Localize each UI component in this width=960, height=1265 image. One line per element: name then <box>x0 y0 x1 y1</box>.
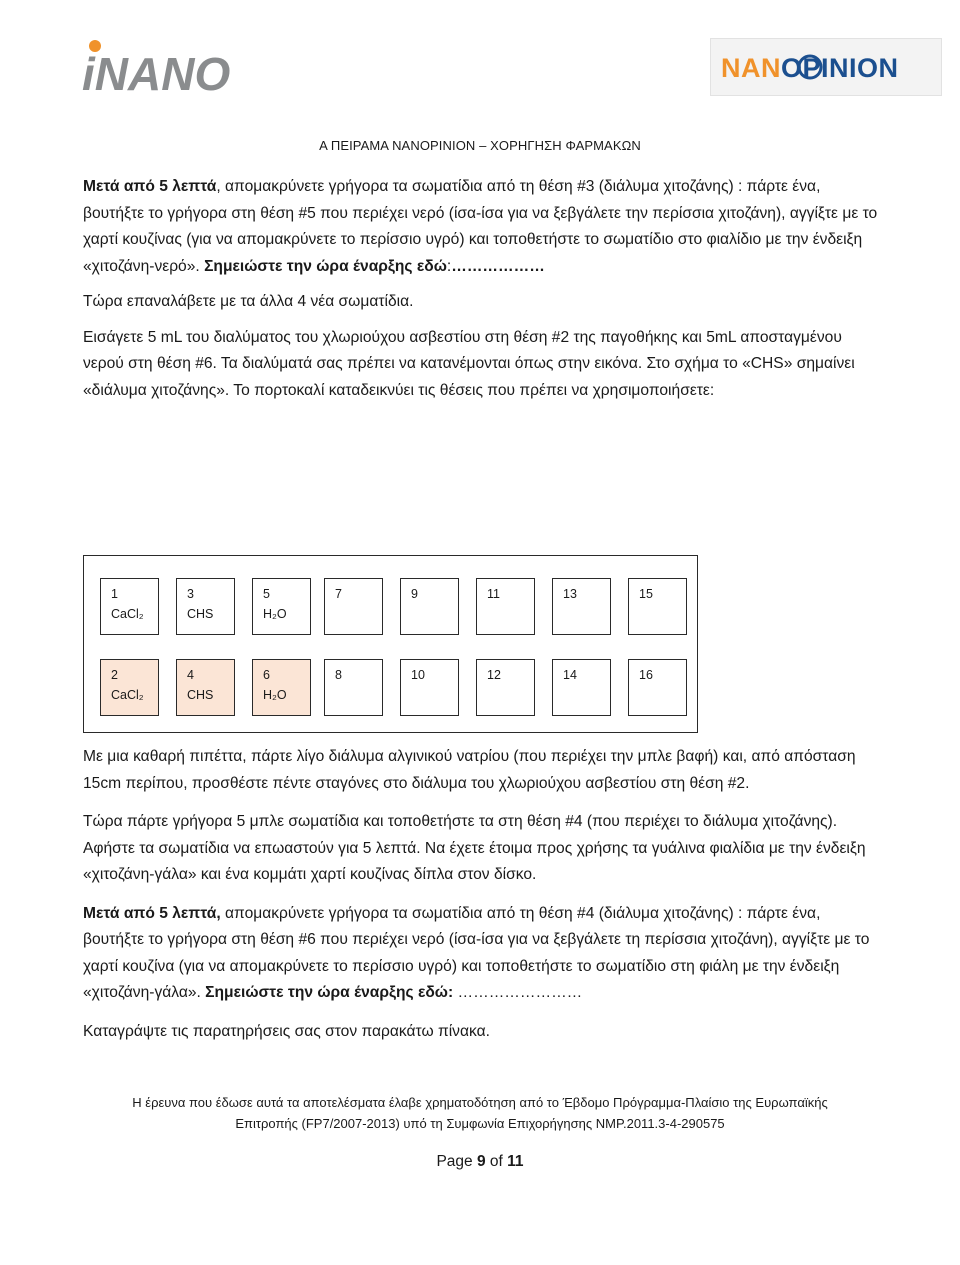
paragraph-1-colon: : <box>446 257 452 275</box>
well-7 <box>324 578 383 635</box>
well-number: 3 <box>187 587 194 601</box>
well-14 <box>552 659 611 716</box>
well-label: H₂O <box>263 607 287 621</box>
ice-tray-diagram <box>83 555 698 733</box>
well-number: 16 <box>639 668 653 682</box>
well-number: 12 <box>487 668 501 682</box>
well-13 <box>552 578 611 635</box>
nanopinion-logo <box>710 38 942 96</box>
paragraph-1-text: , απομακρύνετε γρήγορα τα σωματίδια από τη θέση #3 (διάλυμα χιτοζάνης) : πάρτε ένα, βουτήξτε το γρήγορα στη θέση #5 που περιέχει νερό (ίσα-ίσα για να ξεβγάλετε την περίσσια χιτοζάνη), αγγίξτε με το χαρτί κουζίνας (για να απομακρύνετε το περίσσιο υγρό) και τοποθετήστε το σωματίδιο στο φιαλίδιο με την ένδειξη «χιτοζάνη-νερό». <box>83 178 878 275</box>
well-label: CHS <box>187 607 214 621</box>
page-word: Page <box>436 1153 473 1170</box>
paragraph-6 <box>83 901 883 1007</box>
well-label: H₂O <box>263 688 287 702</box>
paragraph-7: Καταγράψτε τις παρατηρήσεις σας στον παρακάτω πίνακα. <box>83 1022 490 1040</box>
well-number: 14 <box>563 668 577 682</box>
well-11 <box>476 578 535 635</box>
header-title: Α ΠΕΙΡΑΜΑ NANOPINION – ΧΟΡΗΓΗΣΗ ΦΑΡΜΑΚΩΝ <box>319 138 641 153</box>
well-number: 5 <box>263 587 270 601</box>
well-6 <box>252 659 311 716</box>
well-number: 11 <box>487 587 500 601</box>
well-number: 1 <box>111 587 118 601</box>
paragraph-2: Τώρα επαναλάβετε με τα άλλα 4 νέα σωματίδια. <box>83 293 414 310</box>
well-16 <box>628 659 687 716</box>
well-2 <box>100 659 159 716</box>
well-label: CaCl₂ <box>111 688 144 702</box>
well-number: 15 <box>639 587 653 601</box>
well-number: 9 <box>411 587 418 601</box>
well-label: CHS <box>187 688 214 702</box>
inano-logo <box>82 38 244 100</box>
well-number: 10 <box>411 668 425 682</box>
paragraph-1-dots: ……………… <box>451 257 545 275</box>
well-12 <box>476 659 535 716</box>
well-4 <box>176 659 235 716</box>
funding-line-1: Η έρευνα που έδωσε αυτά τα αποτελέσματα έλαβε χρηματοδότηση από το Έβδομο Πρόγραμμα-Πλαίσιο της Ευρωπαϊκής <box>132 1095 828 1110</box>
well-3 <box>176 578 235 635</box>
paragraph-6-bold-lead: Μετά από 5 λεπτά, <box>83 904 221 922</box>
document-body <box>83 174 883 404</box>
paragraph-1 <box>83 174 883 280</box>
well-1 <box>100 578 159 635</box>
paragraph-6-dots: …………………… <box>453 984 583 1001</box>
document-body-lower <box>83 744 883 1045</box>
well-number: 2 <box>111 668 118 682</box>
well-number: 13 <box>563 587 577 601</box>
well-5 <box>252 578 311 635</box>
inano-logo-text: iNANO <box>82 48 231 100</box>
funding-notice <box>0 1092 960 1134</box>
paragraph-6-bold-tail: Σημειώστε την ώρα έναρξης εδώ: <box>205 984 454 1001</box>
well-8 <box>324 659 383 716</box>
nanopinion-logo-text: NANOPINION <box>721 53 899 83</box>
well-number: 7 <box>335 587 342 601</box>
paragraph-3: Εισάγετε 5 mL του διαλύματος του χλωριούχου ασβεστίου στη θέση #2 της παγοθήκης και 5mL αποσταγμένου νερού στη θέση #6. Τα διαλύματά σας πρέπει να κατανέμονται όπως στην εικόνα. Στο σχήμα το «CHS» σημαίνει «διάλυμα χιτοζάνης». Το πορτοκαλί καταδεικνύει τις θέσεις που πρέπει να χρησιμοποιήσετε: <box>83 328 855 399</box>
well-9 <box>400 578 459 635</box>
paragraph-4: Με μια καθαρή πιπέττα, πάρτε λίγο διάλυμα αλγινικού νατρίου (που περιέχει την μπλε βαφή) και, από απόσταση 15cm περίπου, προσθέστε πέντε σταγόνες στο διάλυμα του χλωριούχου ασβεστίου στη θέση #2. <box>83 748 856 792</box>
paragraph-6-text: απομακρύνετε γρήγορα τα σωματίδια από τη θέση #4 (διάλυμα χιτοζάνης) : πάρτε ένα, βουτήξτε το γρήγορα στη θέση #6 που περιέχει νερό (ίσα-ίσα για να ξεβγάλετε τη περίσσια χιτοζάνη), αγγίξτε με το χαρτί κουζίνα (για να απομακρύνετε το περίσσιο υγρό) και τοποθετήστε το σωματίδιο στη φιάλη με την ένδειξη «χιτοζάνη-γάλα». <box>83 904 870 1001</box>
paragraph-1-bold-lead: Μετά από 5 λεπτά <box>83 178 217 195</box>
well-number: 4 <box>187 668 194 682</box>
paragraph-5-a: Τώρα πάρτε γρήγορα 5 μπλε σωματίδια και τοποθετήστε τα στη θέση #4 (που περιέχει το διάλυμα χιτοζάνης). Αφήστε τα σωματίδια να επωαστούν για 5 λεπτά. <box>83 813 838 857</box>
paragraph-5 <box>83 809 883 889</box>
well-number: 8 <box>335 668 342 682</box>
well-10 <box>400 659 459 716</box>
well-number: 6 <box>263 668 270 682</box>
page-of: of <box>489 1153 503 1170</box>
funding-line-2: Επιτροπής (FP7/2007-2013) υπό τη Συμφωνία Επιχορήγησης NMP.2011.3-4-290575 <box>235 1116 725 1131</box>
page-number <box>0 1153 960 1171</box>
paragraph-1-bold-tail: Σημειώστε την ώρα έναρξης εδώ <box>204 257 447 275</box>
well-label: CaCl₂ <box>111 607 144 621</box>
page-current: 9 <box>476 1153 486 1170</box>
page-total: 11 <box>507 1153 524 1170</box>
well-15 <box>628 578 687 635</box>
paragraph-5-b: Να έχετε έτοιμα προς χρήσης τα γυάλινα φιαλίδια με την ένδειξη «χιτοζάνη-γάλα» και ένα κομμάτι χαρτί κουζίνας δίπλα στον δίσκο. <box>83 839 866 883</box>
